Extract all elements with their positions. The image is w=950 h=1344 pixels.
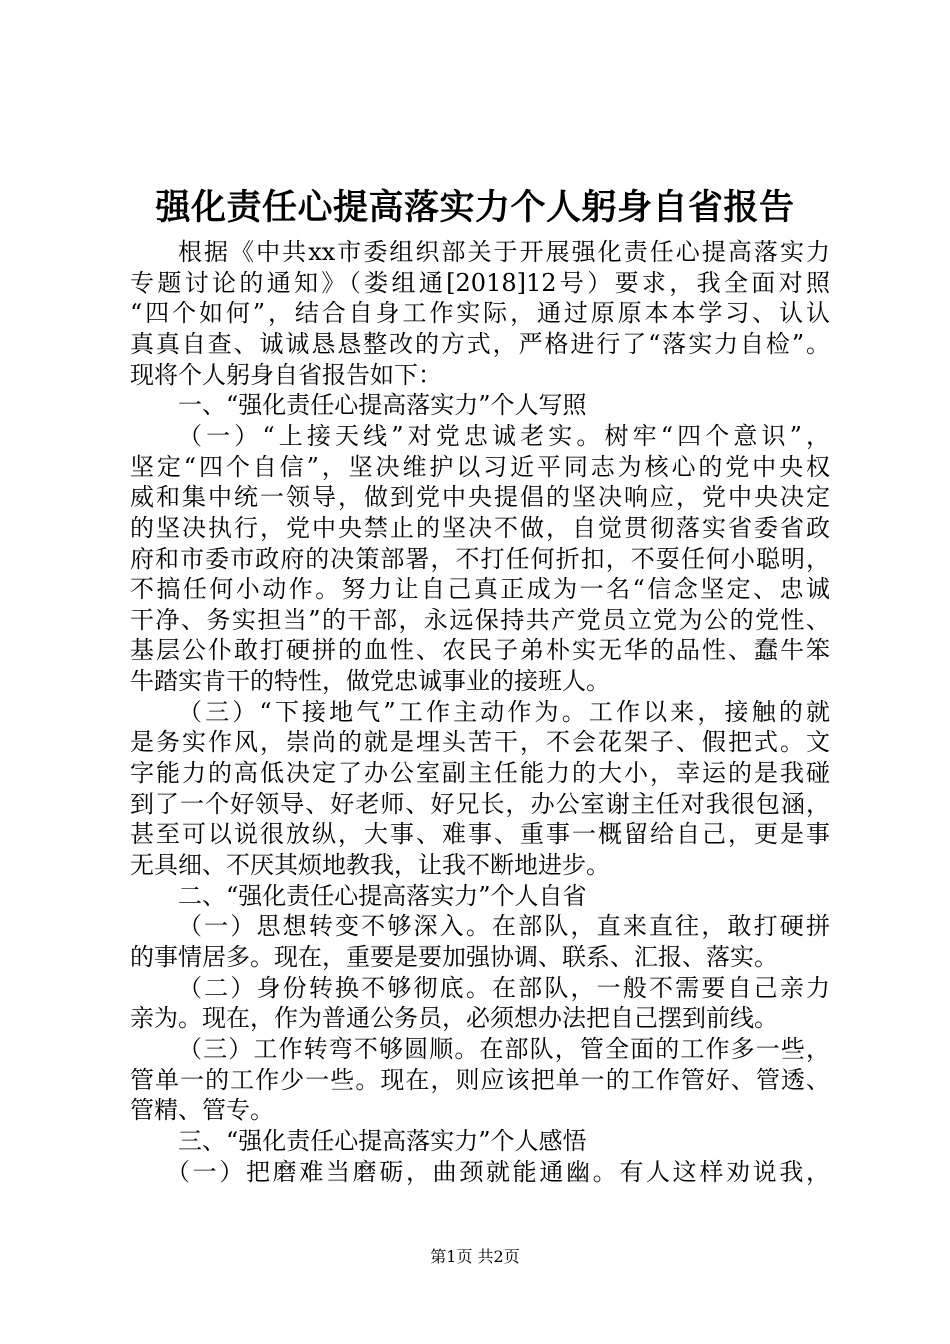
body-line: 坚定“四个自信”，坚决维护以习近平同志为核心的党中央权 <box>130 452 830 481</box>
body-line: 根据《中共xx市委组织部关于开展强化责任心提高落实力 <box>178 238 830 266</box>
body-line: 管精、管专。 <box>130 1096 274 1125</box>
body-line: 二、“强化责任心提高落实力”个人自省 <box>178 881 587 910</box>
body-line: 甚至可以说很放纵，大事、难事、重事一概留给自己，更是事 <box>130 820 830 849</box>
body-line: 牛踏实肯干的特性，做党忠诚事业的接班人。 <box>130 667 610 696</box>
body-line: 亲为。现在，作为普通公务员，必须想办法把自己摆到前线。 <box>130 1004 778 1033</box>
body-line: 不搞任何小动作。努力让自己真正成为一名“信念坚定、忠诚 <box>130 575 830 604</box>
body-line: （一）思想转变不够深入。在部队，直来直往，敢打硬拼 <box>178 912 830 941</box>
body-line: （三）“下接地气”工作主动作为。工作以来，接触的就 <box>178 697 830 726</box>
body-line: 字能力的高低决定了办公室副主任能力的大小，幸运的是我碰 <box>130 759 830 788</box>
body-line: 无具细、不厌其烦地教我，让我不断地进步。 <box>130 851 610 879</box>
body-line: 威和集中统一领导，做到党中央提倡的坚决响应，党中央决定 <box>130 483 830 512</box>
body-line: （三）工作转弯不够圆顺。在部队，管全面的工作多一些， <box>178 1034 830 1063</box>
body-line: 是务实作风，崇尚的就是埋头苦干，不会花架子、假把式。文 <box>130 728 830 757</box>
body-line: 现将个人躬身自省报告如下： <box>130 360 442 389</box>
body-line: 干净、务实担当”的干部，永远保持共产党员立党为公的党性、 <box>130 605 830 634</box>
body-line: “四个如何”，结合自身工作实际，通过原原本本学习、认认 <box>130 299 830 328</box>
body-line: 专题讨论的通知》（娄组通[2018]12号）要求，我全面对照 <box>130 268 830 297</box>
body-line: 府和市委市政府的决策部署，不打任何折扣，不耍任何小聪明， <box>130 544 830 573</box>
body-line: （一）“上接天线”对党忠诚老实。树牢“四个意识”， <box>178 421 830 450</box>
body-line: 管单一的工作少一些。现在，则应该把单一的工作管好、管透、 <box>130 1065 830 1094</box>
body-line: 一、“强化责任心提高落实力”个人写照 <box>178 391 587 420</box>
document-title: 强化责任心提高落实力个人躬身自省报告 <box>155 187 795 228</box>
body-line: （一）把磨难当磨砺，曲颈就能通幽。有人这样劝说我， <box>166 1157 830 1186</box>
body-line: 三、“强化责任心提高落实力”个人感悟 <box>178 1126 587 1155</box>
body-line: 的事情居多。现在，重要是要加强协调、联系、汇报、落实。 <box>130 942 778 971</box>
page-footer: 第1页 共2页 <box>430 1247 520 1266</box>
body-line: 基层公仆敢打硬拼的血性、农民子弟朴实无华的品性、蠢牛笨 <box>130 636 830 665</box>
body-line: 的坚决执行，党中央禁止的坚决不做，自觉贯彻落实省委省政 <box>130 513 830 542</box>
body-line: 真真自查、诚诚恳恳整改的方式，严格进行了“落实力自检”。 <box>130 329 830 358</box>
body-line: （二）身份转换不够彻底。在部队，一般不需要自己亲力 <box>178 973 830 1002</box>
body-line: 到了一个好领导、好老师、好兄长，办公室谢主任对我很包涵， <box>130 789 830 818</box>
